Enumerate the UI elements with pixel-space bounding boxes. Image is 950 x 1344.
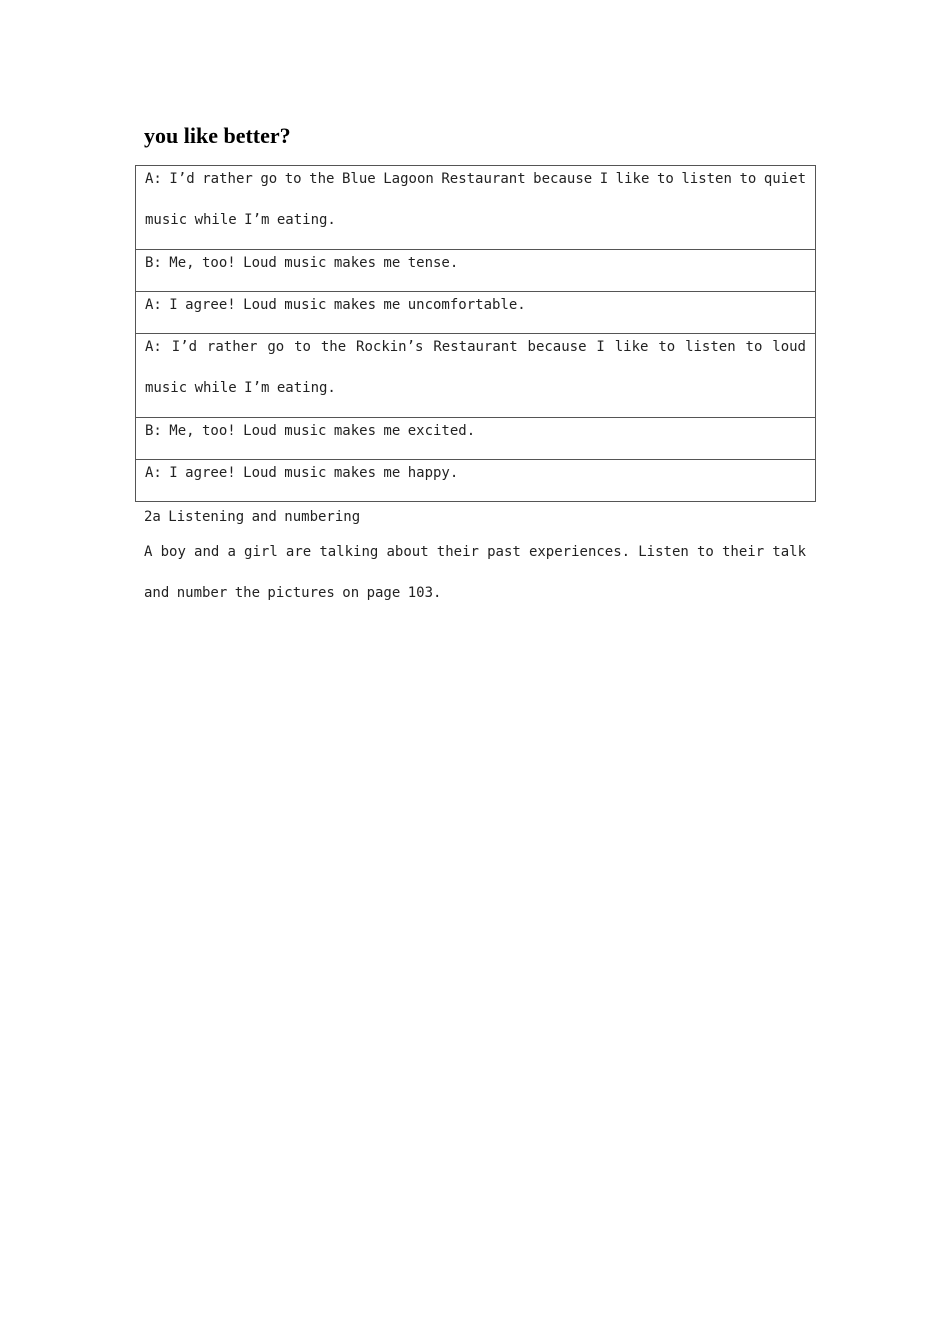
dialogue-line: A: I’d rather go to the Rockin’s Restaurant because I like to listen to loud music while I’m eating. xyxy=(145,339,806,396)
dialogue-cell xyxy=(136,166,816,250)
table-row xyxy=(136,460,816,502)
table-row xyxy=(136,334,816,418)
section-instructions: A boy and a girl are talking about their past experiences. Listen to their talk and number the pictures on page 103. xyxy=(144,544,806,601)
dialogue-cell xyxy=(136,460,816,502)
dialogue-line: B: Me, too! Loud music makes me excited. xyxy=(145,423,476,439)
page-heading: you like better? xyxy=(144,123,291,148)
section-title: 2a Listening and numbering xyxy=(144,509,361,525)
dialogue-line: A: I agree! Loud music makes me happy. xyxy=(145,465,459,481)
dialogue-table xyxy=(135,165,816,502)
dialogue-line: A: I’d rather go to the Blue Lagoon Restaurant because I like to listen to quiet music while I’m eating. xyxy=(145,171,806,228)
table-row xyxy=(136,166,816,250)
dialogue-line: B: Me, too! Loud music makes me tense. xyxy=(145,255,459,271)
dialogue-line: A: I agree! Loud music makes me uncomfortable. xyxy=(145,297,526,313)
dialogue-cell xyxy=(136,334,816,418)
